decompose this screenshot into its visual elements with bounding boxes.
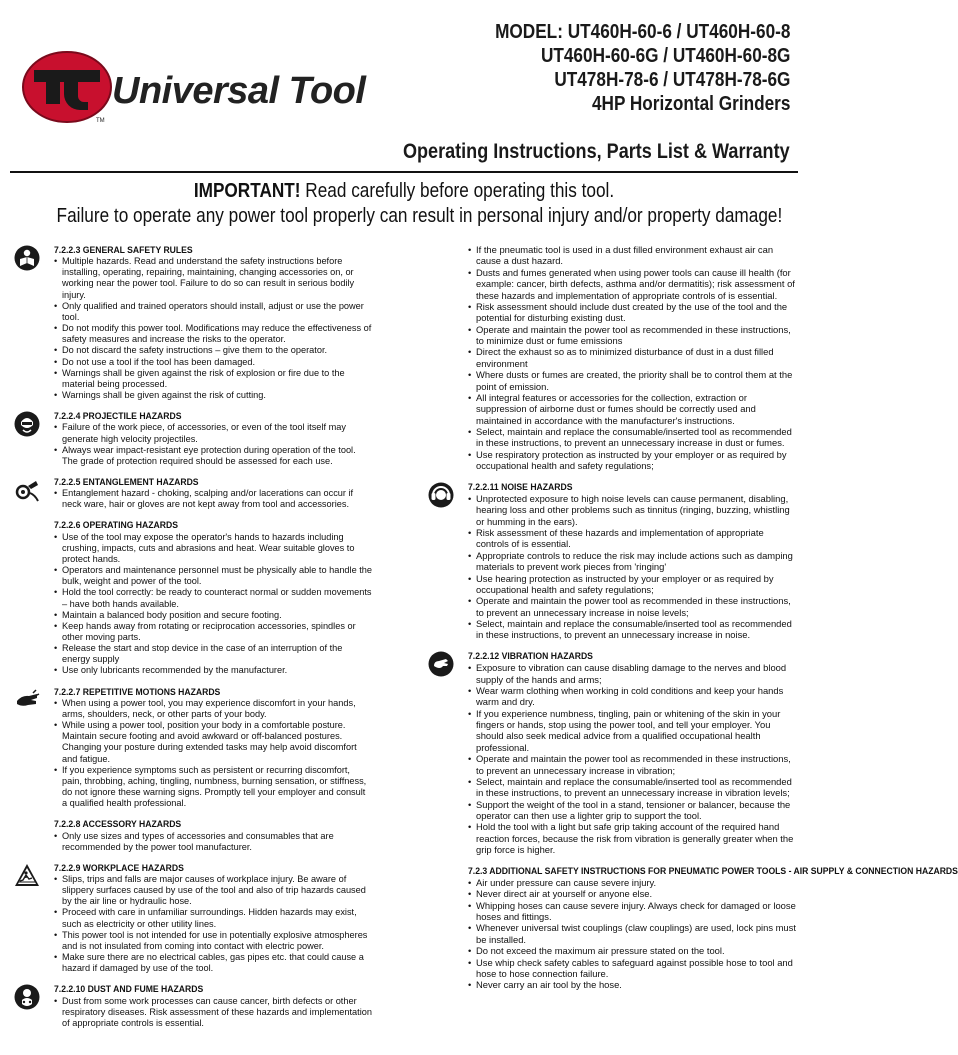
- model-line: 4HP Horizontal Grinders: [591, 93, 790, 115]
- list-item: • Select, maintain and replace the consumable/inserted tool as recommended in these instructions, to prevent an unnecessary increase in dust or fumes.: [468, 426, 796, 449]
- list-item: • Operate and maintain the power tool as recommended in these instructions, to minimize dust or fume emissions: [468, 324, 796, 347]
- bullet-list: [54, 256, 372, 401]
- list-item: • Use respiratory protection as instructed by your employer or as required by occupational health and safety regulations;: [468, 449, 796, 472]
- list-item: • Use whip check safety cables to safeguard against possible hose to tool and hose to hose connection failure.: [468, 957, 796, 980]
- safety-section: [14, 476, 372, 510]
- important-lead: IMPORTANT!: [193, 180, 301, 202]
- list-item: • Warnings shall be given against the risk of cutting.: [54, 390, 372, 401]
- list-item: • Do not use a tool if the tool has been damaged.: [54, 357, 372, 368]
- section-heading: 7.2.2.10 DUST AND FUME HAZARDS: [54, 983, 204, 995]
- list-item: • Operate and maintain the power tool as recommended in these instructions, to prevent an unnecessary increase in noise levels;: [468, 595, 796, 618]
- read-manual-icon: [14, 245, 40, 271]
- brand-name: Universal Tool: [112, 70, 366, 112]
- safety-section: [14, 983, 372, 1029]
- safety-section: [14, 862, 372, 975]
- bullet-list: [468, 877, 796, 991]
- slip-hazard-icon: [14, 863, 40, 889]
- list-item: • If you experience symptoms such as persistent or recurring discomfort, pain, throbbing, aching, tingling, numbness, burning sensation, or stiffness, do not ignore these warning signs. Promptly tell your employer and consult a qualified health professional.: [54, 765, 372, 810]
- list-item: • Select, maintain and replace the consumable/inserted tool as recommended in these instructions, to prevent an unnecessary increase in noise.: [468, 618, 796, 641]
- hand-motion-icon: [14, 687, 40, 713]
- bullet-list: [54, 831, 372, 853]
- list-item: • Maintain a balanced body position and secure footing.: [54, 610, 372, 621]
- list-item: • All integral features or accessories for the collection, extraction or suppression of airborne dust or fumes should be correctly used and maintained in accordance with the manufacturer's instructions.: [468, 392, 796, 426]
- header-divider: [10, 171, 798, 173]
- section-heading: 7.2.2.8 ACCESSORY HAZARDS: [54, 818, 182, 830]
- bullet-list: [468, 244, 796, 472]
- list-item: • Hold the tool with a light but safe grip taking account of the required hand reaction forces, because the risk from vibration is generally greater when the grip force is higher.: [468, 821, 796, 855]
- list-item: • Where dusts or fumes are created, the priority shall be to control them at the point of emission.: [468, 369, 796, 392]
- safety-section: [14, 244, 372, 401]
- list-item: • Risk assessment should include dust created by the use of the tool and the potential for disturbing existing dust.: [468, 301, 796, 324]
- trademark: TM: [96, 118, 105, 124]
- list-item: • Select, maintain and replace the consumable/inserted tool as recommended in these instructions, to prevent an unnecessary increase in vibration levels;: [468, 776, 796, 799]
- model-line: MODEL: UT460H-60-6 / UT460H-60-8: [494, 21, 790, 43]
- list-item: • Entanglement hazard - choking, scalping and/or lacerations can occur if neck ware, hair or gloves are not kept away from tool and accessories.: [54, 488, 372, 510]
- section-heading: 7.2.2.11 NOISE HAZARDS: [468, 480, 573, 492]
- list-item: • Slips, trips and falls are major causes of workplace injury. Be aware of slippery surfaces caused by use of the tool and also of trip hazards caused by the air line or hydraulic hose.: [54, 874, 372, 907]
- bullet-list: [468, 662, 796, 855]
- section-heading: 7.2.2.7 REPETITIVE MOTIONS HAZARDS: [54, 685, 221, 697]
- safety-section: [428, 864, 958, 991]
- list-item: • Warnings shall be given against the risk of explosion or fire due to the material being processed.: [54, 368, 372, 390]
- safety-section: [428, 650, 796, 856]
- list-item: • If you experience numbness, tingling, pain or whitening of the skin in your fingers or hands, stop using the power tool, and tell your employer. You should also seek medical advice from a qualified occupational health professional.: [468, 708, 796, 754]
- safety-section: [14, 818, 372, 852]
- list-item: • Do not exceed the maximum air pressure stated on the tool.: [468, 945, 796, 956]
- list-item: • Air under pressure can cause severe injury.: [468, 877, 796, 888]
- safety-section: [428, 244, 796, 472]
- section-heading: 7.2.2.9 WORKPLACE HAZARDS: [54, 861, 184, 873]
- section-heading: 7.2.2.3 GENERAL SAFETY RULES: [54, 244, 193, 255]
- list-item: • Never carry an air tool by the hose.: [468, 979, 796, 990]
- list-item: • This power tool is not intended for use in potentially explosive atmospheres and is not insulated from coming into contact with electric power.: [54, 930, 372, 952]
- list-item: • Do not modify this power tool. Modifications may reduce the effectiveness of safety measures and increase the risks to the operator.: [54, 323, 372, 345]
- list-item: • Appropriate controls to reduce the risk may include actions such as damping materials to prevent work pieces from 'ringing': [468, 550, 796, 573]
- important-line-1: [57, 180, 752, 203]
- list-item: • Operate and maintain the power tool as recommended in these instructions, to prevent an unnecessary increase in vibration;: [468, 753, 796, 776]
- vibration-glove-icon: [428, 651, 454, 677]
- list-item: • Only qualified and trained operators should install, adjust or use the power tool.: [54, 301, 372, 323]
- bullet-list: [54, 532, 372, 677]
- entanglement-icon: [14, 477, 40, 503]
- safety-section: [14, 410, 372, 467]
- list-item: • Unprotected exposure to high noise levels can cause permanent, disabling, hearing loss and other problems such as tinnitus (ringing, buzzing, whistling or humming in the ears).: [468, 493, 796, 527]
- important-line-2: Failure to operate any power tool properly can result in personal injury and/or property damage!: [56, 205, 783, 227]
- safety-section: [14, 686, 372, 810]
- section-heading: 7.2.2.4 PROJECTILE HAZARDS: [54, 410, 182, 422]
- section-heading: 7.2.3 ADDITIONAL SAFETY INSTRUCTIONS FOR PNEUMATIC POWER TOOLS - AIR SUPPLY & CONNECTION HAZARDS: [468, 864, 958, 876]
- eye-protection-icon: [14, 411, 40, 437]
- list-item: • Always wear impact-resistant eye protection during operation of the tool. The grade of protection required should be assessed for each use.: [54, 445, 372, 467]
- list-item: • Wear warm clothing when working in cold conditions and keep your hands warm and dry.: [468, 685, 796, 708]
- list-item: • While using a power tool, position your body in a comfortable posture. Maintain secure footing and avoid awkward or off-balanced postures. Changing your posture during extended tasks may help avoid discomfort and fatigue.: [54, 720, 372, 765]
- bullet-list: [54, 874, 372, 974]
- document-subtitle: Operating Instructions, Parts List & Warranty: [403, 140, 790, 163]
- section-heading: 7.2.2.5 ENTANGLEMENT HAZARDS: [54, 475, 199, 487]
- list-item: • Keep hands away from rotating or reciprocation accessories, spindles or other moving parts.: [54, 621, 372, 643]
- ear-protection-icon: [428, 482, 454, 508]
- left-column: [14, 244, 372, 1038]
- list-item: • Only use sizes and types of accessories and consumables that are recommended by the power tool manufacturer.: [54, 831, 372, 853]
- section-heading: 7.2.2.12 VIBRATION HAZARDS: [468, 649, 593, 661]
- list-item: • Exposure to vibration can cause disabling damage to the nerves and blood supply of the hands and arms;: [468, 662, 796, 685]
- list-item: • Dusts and fumes generated when using power tools can cause ill health (for example: cancer, birth defects, asthma and/or dermatitis); risk assessment of these hazards and implementation of appropriate controls of is essential.: [468, 267, 796, 301]
- list-item: • Support the weight of the tool in a stand, tensioner or balancer, because the operator can then use a lighter grip to support the tool.: [468, 799, 796, 822]
- right-column: [428, 244, 958, 1000]
- bullet-list: [468, 493, 796, 641]
- safety-section: [428, 481, 796, 641]
- list-item: • Proceed with care in unfamiliar surroundings. Hidden hazards may exist, such as electricity or other utility lines.: [54, 907, 372, 929]
- list-item: • Failure of the work piece, of accessories, or even of the tool itself may generate high velocity projectiles.: [54, 422, 372, 444]
- list-item: • Never direct air at yourself or anyone else.: [468, 888, 796, 899]
- bullet-list: [54, 996, 372, 1029]
- list-item: • Direct the exhaust so as to minimized disturbance of dust in a dust filled environment: [468, 346, 796, 369]
- list-item: • Hold the tool correctly: be ready to counteract normal or sudden movements – have both hands available.: [54, 587, 372, 609]
- respirator-icon: [14, 984, 40, 1010]
- list-item: • When using a power tool, you may experience discomfort in your hands, arms, shoulders, neck, or other parts of your body.: [54, 698, 372, 720]
- important-text: Read carefully before operating this tool.: [300, 180, 615, 202]
- list-item: • Use of the tool may expose the operator's hands to hazards including crushing, impacts, cuts and abrasions and heat. Wear suitable gloves to protect hands.: [54, 532, 372, 565]
- list-item: • Risk assessment of these hazards and implementation of appropriate controls of is essential.: [468, 527, 796, 550]
- model-line: UT460H-60-6G / UT460H-60-8G: [540, 45, 790, 67]
- bullet-list: [54, 422, 372, 467]
- universal-tool-logo-icon: [20, 50, 115, 125]
- model-line: UT478H-78-6 / UT478H-78-6G: [553, 69, 790, 91]
- section-heading: 7.2.2.6 OPERATING HAZARDS: [54, 519, 178, 531]
- bullet-list: [54, 698, 372, 810]
- bullet-list: [54, 488, 372, 510]
- model-list: [495, 20, 790, 116]
- list-item: • Make sure there are no electrical cables, gas pipes etc. that could cause a hazard if damaged by use of the tool.: [54, 952, 372, 974]
- list-item: • Release the start and stop device in the case of an interruption of the energy supply: [54, 643, 372, 665]
- list-item: • Multiple hazards. Read and understand the safety instructions before installing, operating, repairing, maintaining, changing accessories on, or working near the power tool. Failure to do so can result in serious bodily injury.: [54, 256, 372, 301]
- list-item: • Whenever universal twist couplings (claw couplings) are used, lock pins must be installed.: [468, 922, 796, 945]
- list-item: • Use hearing protection as instructed by your employer or as required by occupational health and safety regulations;: [468, 573, 796, 596]
- list-item: • Do not discard the safety instructions – give them to the operator.: [54, 345, 372, 356]
- list-item: • Whipping hoses can cause severe injury. Always check for damaged or loose hoses and fittings.: [468, 900, 796, 923]
- list-item: • If the pneumatic tool is used in a dust filled environment exhaust air can cause a dust hazard.: [468, 244, 796, 267]
- list-item: • Dust from some work processes can cause cancer, birth defects or other respiratory diseases. Risk assessment of these hazards and implementation of appropriate controls is essential.: [54, 996, 372, 1029]
- list-item: • Operators and maintenance personnel must be physically able to handle the bulk, weight and power of the tool.: [54, 565, 372, 587]
- safety-section: [14, 519, 372, 676]
- list-item: • Use only lubricants recommended by the manufacturer.: [54, 665, 372, 676]
